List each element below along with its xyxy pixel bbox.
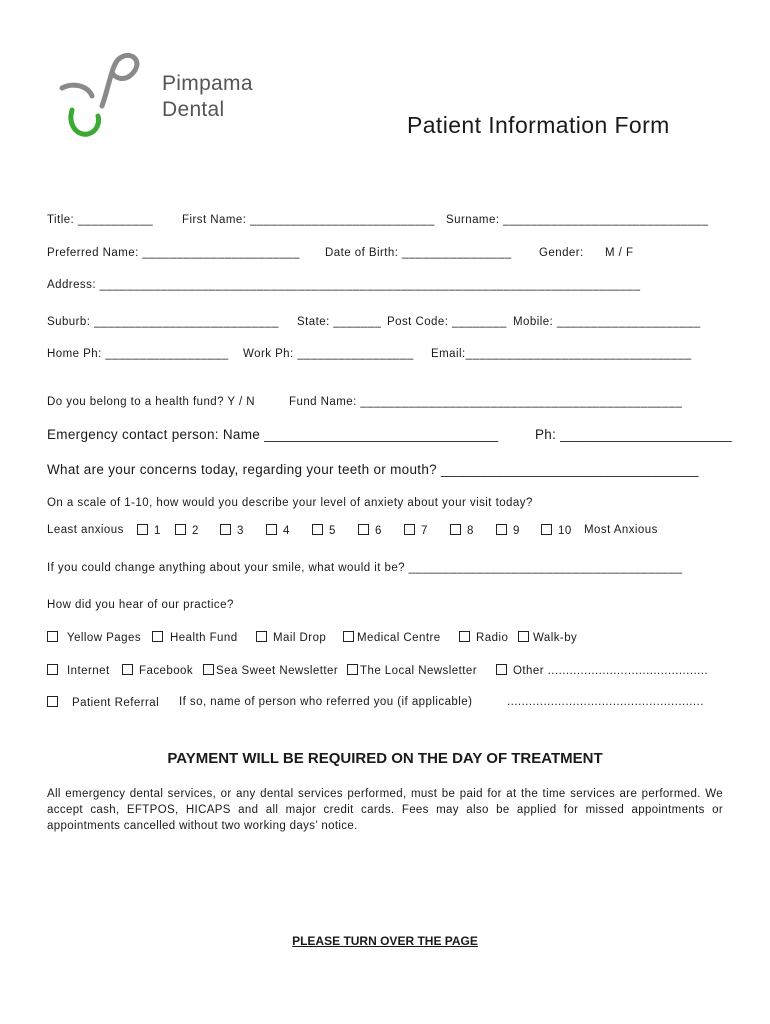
hear-question: How did you hear of our practice? <box>47 599 234 611</box>
anxiety-option-label: 7 <box>421 525 428 537</box>
payment-heading: PAYMENT WILL BE REQUIRED ON THE DAY OF TREATMENT <box>167 750 603 767</box>
checkbox-icon[interactable] <box>122 664 133 675</box>
anxiety-option-label: 6 <box>375 525 382 537</box>
most-anxious-label: Most Anxious <box>584 524 658 536</box>
checkbox-icon[interactable] <box>312 524 323 535</box>
first-name-field[interactable]: First Name: ___________________________ <box>182 214 435 226</box>
anxiety-option-label: 9 <box>513 525 520 537</box>
logo-text-line1: Pimpama <box>162 72 253 95</box>
hear-option-health-fund[interactable] <box>152 631 238 644</box>
emergency-contact-field[interactable]: Emergency contact person: Name ______________________________ <box>47 427 499 442</box>
hear-option-label: Radio <box>476 632 509 644</box>
checkbox-icon[interactable] <box>47 631 58 642</box>
post-code-field[interactable]: Post Code: ________ <box>387 316 507 328</box>
checkbox-icon[interactable] <box>256 631 267 642</box>
hear-option-radio[interactable] <box>459 631 508 644</box>
hear-option-label: Mail Drop <box>273 632 327 644</box>
anxiety-option-4[interactable] <box>266 524 290 537</box>
anxiety-option-9[interactable] <box>496 524 520 537</box>
health-fund-question[interactable]: Do you belong to a health fund? Y / N <box>47 396 256 408</box>
anxiety-option-8[interactable] <box>450 524 474 537</box>
turn-over-note: PLEASE TURN OVER THE PAGE <box>292 934 478 948</box>
checkbox-icon[interactable] <box>518 631 529 642</box>
checkbox-icon[interactable] <box>175 524 186 535</box>
preferred-name-field[interactable]: Preferred Name: _______________________ <box>47 247 300 259</box>
hear-option-label: Walk-by <box>533 632 578 644</box>
anxiety-option-2[interactable] <box>175 524 199 537</box>
hear-option-sea-sweet-newsletter[interactable] <box>203 664 338 677</box>
anxiety-option-6[interactable] <box>358 524 382 537</box>
checkbox-icon[interactable] <box>450 524 461 535</box>
hear-option-local-newsletter[interactable] <box>347 664 477 677</box>
anxiety-option-label: 5 <box>329 525 336 537</box>
hear-option-label: Yellow Pages <box>67 632 142 644</box>
logo-text-line2: Dental <box>162 98 225 121</box>
logo-mark-icon <box>52 48 297 143</box>
email-field[interactable]: Email:_________________________________ <box>431 348 692 360</box>
payment-body: All emergency dental services, or any dental services performed, must be paid for at the time services are performed. We accept cash, EFTPOS, HICAPS and all major credit cards. Fees may also be applied for missed appointments or appointments cancelled without two working days’ notice. <box>47 788 723 832</box>
fund-name-field[interactable]: Fund Name: _______________________________________________ <box>289 396 683 408</box>
gender-options[interactable]: M / F <box>605 247 634 259</box>
home-ph-field[interactable]: Home Ph: __________________ <box>47 348 229 360</box>
hear-option-label: Sea Sweet Newsletter <box>216 665 339 677</box>
anxiety-question: On a scale of 1-10, how would you describe your level of anxiety about your visit today? <box>47 497 533 509</box>
anxiety-option-1[interactable] <box>137 524 161 537</box>
title-field[interactable]: Title: ___________ <box>47 214 154 226</box>
mobile-field[interactable]: Mobile: _____________________ <box>513 316 701 328</box>
anxiety-option-7[interactable] <box>404 524 428 537</box>
checkbox-icon[interactable] <box>496 524 507 535</box>
hear-option-label: The Local Newsletter <box>360 665 478 677</box>
anxiety-option-label: 8 <box>467 525 474 537</box>
surname-field[interactable]: Surname: ______________________________ <box>446 214 709 226</box>
checkbox-icon[interactable] <box>266 524 277 535</box>
pimpama-dental-logo <box>52 48 297 143</box>
concerns-field[interactable]: What are your concerns today, regarding your teeth or mouth? _________________________________ <box>47 462 699 477</box>
hear-option-label: Health Fund <box>170 632 238 644</box>
hear-option-label: Facebook <box>139 665 194 677</box>
checkbox-icon[interactable] <box>459 631 470 642</box>
checkbox-icon[interactable] <box>358 524 369 535</box>
hear-option-mail-drop[interactable] <box>256 631 326 644</box>
checkbox-icon[interactable] <box>541 524 552 535</box>
checkbox-icon[interactable] <box>47 664 58 675</box>
referral-label: Patient Referral <box>72 697 160 709</box>
address-field[interactable]: Address: _______________________________________________________________________________ <box>47 279 641 291</box>
anxiety-option-label: 3 <box>237 525 244 537</box>
anxiety-option-5[interactable] <box>312 524 336 537</box>
anxiety-option-label: 4 <box>283 525 290 537</box>
hear-option-label: Internet <box>67 665 110 677</box>
checkbox-icon[interactable] <box>496 664 507 675</box>
dob-field[interactable]: Date of Birth: ________________ <box>325 247 512 259</box>
referral-name-field[interactable]: ...................................................... <box>507 696 704 708</box>
hear-option-other[interactable] <box>496 664 708 677</box>
least-anxious-label: Least anxious <box>47 524 124 536</box>
checkbox-icon[interactable] <box>343 631 354 642</box>
hear-option-label: Other ............................................ <box>513 665 709 677</box>
checkbox-icon[interactable] <box>137 524 148 535</box>
suburb-field[interactable]: Suburb: ___________________________ <box>47 316 279 328</box>
form-title: Patient Information Form <box>407 112 670 138</box>
anxiety-option-10[interactable] <box>541 524 572 537</box>
referral-option[interactable] <box>47 696 159 709</box>
hear-option-label: Medical Centre <box>357 632 441 644</box>
emergency-ph-field[interactable]: Ph: ______________________ <box>535 427 732 442</box>
work-ph-field[interactable]: Work Ph: _________________ <box>243 348 414 360</box>
checkbox-icon[interactable] <box>152 631 163 642</box>
state-field[interactable]: State: _______ <box>297 316 382 328</box>
hear-option-internet[interactable] <box>47 664 110 677</box>
checkbox-icon[interactable] <box>347 664 358 675</box>
gender-label: Gender: <box>539 247 584 259</box>
checkbox-icon[interactable] <box>220 524 231 535</box>
hear-option-facebook[interactable] <box>122 664 193 677</box>
checkbox-icon[interactable] <box>404 524 415 535</box>
anxiety-option-label: 1 <box>154 525 161 537</box>
anxiety-option-label: 2 <box>192 525 199 537</box>
referral-question: If so, name of person who referred you (if applicable) <box>179 696 473 708</box>
hear-option-medical-centre[interactable] <box>343 631 441 644</box>
anxiety-option-label: 10 <box>558 525 572 537</box>
smile-question-field[interactable]: If you could change anything about your smile, what would it be? ________________________________________ <box>47 562 683 574</box>
hear-option-walk-by[interactable] <box>518 631 577 644</box>
hear-option-yellow-pages[interactable] <box>47 631 141 644</box>
checkbox-icon[interactable] <box>203 664 214 675</box>
anxiety-option-3[interactable] <box>220 524 244 537</box>
checkbox-icon[interactable] <box>47 696 58 707</box>
